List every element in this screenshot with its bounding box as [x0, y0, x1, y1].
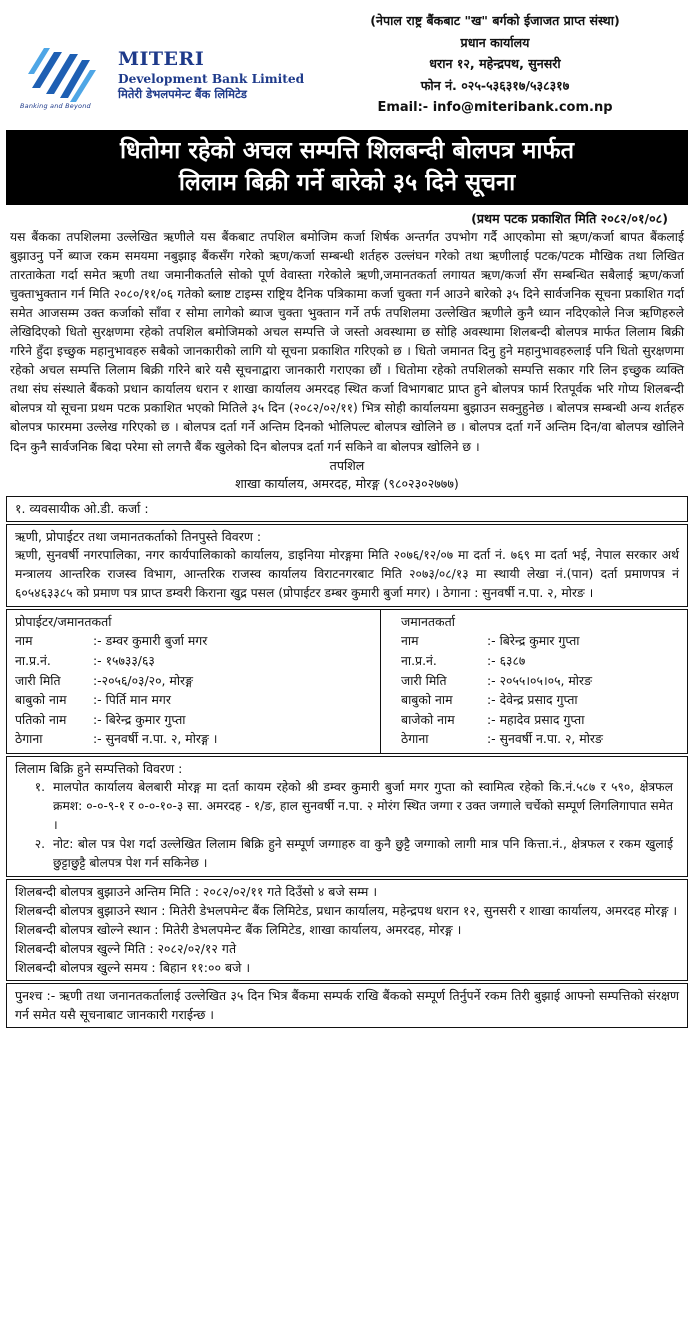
- footnote: पुनश्च :- ऋणी तथा जनानतकर्तालाई उल्लेखित ३५ दिन भित्र बैंकमा सम्पर्क राखि बैंकको सम्पूर्ण तिर्नुपर्ने रकम तिरी बुझाई आफ्नो सम्पत्तिको संरक्षण गर्न समेत यसै सूचनाबाट जानकारी गराईन्छ ।: [15, 988, 679, 1023]
- office-line: प्रधान कार्यालय: [460, 34, 530, 50]
- property-item-text: नोट: बोल पत्र पेश गर्दा उल्लेखित लिलाम बिक्रि हुने सम्पूर्ण जग्गाहरु वा कुनै छुट्टै जग्गाको लागी मात्र पनि कित्ता.नं., क्षेत्रफल र रकम खुलाई छुट्टाछुट्टै बोलपत्र पेश गर्न सकिनेछ ।: [53, 837, 673, 871]
- proprietor-column: [7, 610, 381, 753]
- property-item-text: मालपोत कार्यालय बेलबारी मोरङ्ग मा दर्ता कायम रहेको श्री डम्वर कुमारी बुर्जा मगर गुप्ता को स्वामित्व रहेको कि.नं.५८७ र ५९०, क्षेत्रफल क्रमश: ०-०-९-१ र ०-०-१०-३ सा. अमरदह - १/ङ, हाल सुनवर्षी न.पा. २ मोरंग स्थित जग्गा र उक्त जग्गाले चर्चेको सम्पूर्ण लिगलिगापात समेत ।: [53, 780, 673, 833]
- guarantor-title: जमानतकर्ता: [401, 614, 456, 630]
- phone-line: फोन नं. ०२५-५३६३१७/५३८३१७: [420, 77, 570, 93]
- header: [6, 4, 688, 130]
- property-item-number: २.: [34, 837, 45, 852]
- proprietor-label: नाम: [15, 633, 33, 649]
- guarantor-value: :- ६३८७: [487, 653, 526, 669]
- schedule-open-time: शिलबन्दी बोलपत्र खुल्ने समय : बिहान ११:०० बजे ।: [15, 960, 251, 976]
- property-heading: लिलाम बिक्रि हुने सम्पत्तिको विवरण :: [15, 761, 183, 777]
- guarantor-label: ठेगाना: [401, 731, 429, 747]
- email-line: Email:- info@miteribank.com.np: [377, 99, 613, 115]
- loan-type: १. व्यवसायीक ओ.डी. कर्जा :: [15, 501, 149, 517]
- property-item: [23, 778, 679, 835]
- loan-type-box: [6, 496, 688, 522]
- proprietor-label: ठेगाना: [15, 731, 43, 747]
- guarantor-value: :- महादेव प्रसाद गुप्ता: [487, 711, 585, 727]
- property-list: [15, 778, 679, 873]
- guarantor-label: बाजेको नाम: [401, 711, 455, 727]
- guarantor-value: :- सुनवर्षी न.पा. २, मोरङ: [487, 731, 603, 747]
- branch-line: शाखा कार्यालय, अमरदह, मोरङ्ग (९८०२३०२७७७): [235, 476, 459, 492]
- proprietor-value: :- डम्वर कुमारी बुर्जा मगर: [93, 633, 208, 649]
- proprietor-value: :- बिरेन्द्र कुमार गुप्ता: [93, 711, 186, 727]
- proprietor-label: पतिको नाम: [15, 711, 67, 727]
- proprietor-label: जारी मिति: [15, 672, 61, 688]
- publication-date: (प्रथम पटक प्रकाशित मिति २०८२/०१/०८): [471, 210, 668, 226]
- address-line: धरान १२, महेन्द्रपथ, सुनसरी: [429, 56, 561, 72]
- proprietor-value: :- पिर्ति मान मगर: [93, 692, 171, 708]
- proprietor-value: :- सुनवर्षी न.पा. २, मोरङ्ग ।: [93, 731, 218, 747]
- guarantor-label: जारी मिति: [401, 672, 447, 688]
- parties-box: [6, 609, 688, 754]
- title-line-2: लिलाम बिक्री गर्ने बारेको ३५ दिने सूचना: [178, 168, 516, 197]
- bank-name-sub: Development Bank Limited: [118, 72, 305, 86]
- footnote-box: [6, 983, 688, 1028]
- schedule-open-place: शिलबन्दी बोलपत्र खोल्ने स्थान : मितेरी डेभलपमेन्ट बैंक लिमिटेड, शाखा कार्यालय, अमरदह, मोरङ्ग ।: [15, 922, 462, 938]
- schedule-deadline: शिलबन्दी बोलपत्र बुझाउने अन्तिम मिति : २०८२/०२/११ गते दिउँसो ४ बजे सम्म ।: [15, 884, 378, 900]
- property-item-number: १.: [34, 780, 45, 795]
- property-box: [6, 756, 688, 877]
- bank-logo: [24, 44, 98, 106]
- guarantor-value: :- देवेन्द्र प्रसाद गुप्ता: [487, 692, 578, 708]
- schedule-submit-place: शिलबन्दी बोलपत्र बुझाउने स्थान : मितेरी डेभलपमेन्ट बैंक लिमिटेड, प्रधान कार्यालय, महेन्द्रपथ धरान १२, सुनसरी र शाखा कार्यालय, अमरदह मोरङ्ग ।: [15, 903, 678, 919]
- guarantor-column: [381, 610, 687, 753]
- guarantor-value: :- २०५५।०५।०५, मोरङ: [487, 672, 592, 688]
- proprietor-label: बाबुको नाम: [15, 692, 67, 708]
- proprietor-label: ना.प्र.नं.: [15, 653, 51, 669]
- proprietor-value: :-२०५६/०३/२०, मोरङ्ग: [93, 672, 193, 688]
- title-line-1: धितोमा रहेको अचल सम्पत्ति शिलबन्दी बोलपत्र मार्फत: [120, 136, 574, 164]
- guarantor-value: :- बिरेन्द्र कुमार गुप्ता: [487, 633, 580, 649]
- borrower-heading: ऋणी, प्रोपाईटर तथा जमानतकर्ताको तिनपुस्ते विवरण :: [15, 529, 262, 545]
- guarantor-label: नाम: [401, 633, 419, 649]
- guarantor-label: बाबुको नाम: [401, 692, 453, 708]
- proprietor-title: प्रोपाईटर/जमानतकर्ता: [15, 614, 112, 630]
- bank-name-nepali: मितेरी डेभलपमेन्ट बैंक लिमिटेड: [118, 87, 247, 101]
- schedule-open-date: शिलबन्दी बोलपत्र खुल्ने मिति : २०८२/०२/१२ गते: [15, 941, 237, 957]
- contact-block: [330, 10, 660, 119]
- tapsil-heading: तपशिल: [329, 457, 365, 473]
- guarantor-label: ना.प्र.नं.: [401, 653, 437, 669]
- property-item: [23, 835, 679, 873]
- notice-body: यस बैंकका तपशिलमा उल्लेखित ऋणीले यस बैंकबाट तपशिल बमोजिम कर्जा शिर्षक अन्तर्गत उपभोग गर्दै आएकोमा सो ऋण/कर्जा बापत बैंकलाई बुझाउनु पर्ने ब्याज रकम समयमा नबुझाइ बैंकसँग गरेको ऋण/कर्जा सम्बन्धी शर्तहरु उल्लंघन गरेको तथा ऋणीलाई पटक/पटक मौखिक तथा लिखित तारताकेता गर्दा समेत ऋणी तथा जमानीकर्ताले सोको पूर्ण वेवास्ता गरेकोले ऋणी,जमानतकर्ता लगायत ऋण/कर्जा सँग सम्बन्धित सबैलाई ऋण/कर्जा चुक्ताभुक्तान गर्न मिति २०८०/११/०६ गतेको ब्लाष्ट टाइम्स राष्ट्रिय दैनिक पत्रिकामा कर्जा चुक्ता गर्न आउने बारेको ३५ दिने सार्वजनिक सूचना प्रकाशित गर्दा समेत आजसम्म उक्त कर्जाको साँवा र सोमा लागेको ब्याज चुक्ता भुक्तान गर्ने तर्फ तपशिलमा उल्लेखित ऋणीले कुनै ध्यान नदिएकोले निज ऋणिहरुले लेखिदिएको धितो सुरक्षणमा रहेको तपशिल बमोजिमको अचल सम्पत्ति जे जस्तो अवस्थामा छ सोहि अवस्थामा शिलबन्दी बोलपत्र मार्फत लिलाम बिक्री गरिने हुँदा इच्छुक महानुभावहरु सबैको जानकारीको लागि यो सूचना प्रकाशित गरिएको छ । धितो जमानत दिनु हुने महानुभावहरुलाई पनि धितो सुरक्षणमा रहेको अचल सम्पत्ति लिलाम बिक्री गरिने बारे यसै सूचनाद्वारा जानकारी गराएका छौं । धितोमा रहेको तपशिलको सम्पत्ति सकार गरि लिन इच्छुक व्यक्ति तथा संघ संस्थाले बैंकको प्रधान कार्यालय धरान र शाखा कार्यालय अमरदह स्थित कर्जा विभागबाट प्राप्त हुने बोलपत्र फार्म रितपूर्वक भरि गोप्य शिलबन्दी बोलपत्र यो सूचना प्रथम पटक प्रकाशित भएको मितिले ३५ दिन (२०८२/०२/११) भित्र सोही कार्यालयमा बुझाउन सक्नुहुनेछ । बोलपत्र सम्बन्धी अन्य शर्तहरु बोलपत्र फारममा उल्लेख गरिएको छ । बोलपत्र दर्ता गर्ने अन्तिम दिनको भोलिपल्ट बोलपत्र खोलिने छ । बोलपत्र दर्ता गर्ने अन्तिम दिन/वा बोलपत्र खोलिने दिन कुनै सार्वजनिक बिदा परेमा सो लगत्तै बैंक खुलेको दिन बोलपत्र दर्ता गर्न सकिने वा बोलपत्र खोलिने छ ।: [10, 229, 684, 454]
- schedule-box: [6, 879, 688, 981]
- borrower-text: ऋणी, सुनवर्षी नगरपालिका, नगर कार्यपालिकाको कार्यालय, डाइनिया मोरङ्गमा मिति २०७६/१२/०७ मा दर्ता नं. ७६९ मा दर्ता भई, नेपाल सरकार अर्थ मन्त्रालय आन्तरिक राजस्व विभाग, आन्तरिक राजस्व कार्यालय विराटनगरबाट मिति २०७३/०८/१३ मा स्थायी लेखा नं.(पान) दर्ता प्रमाणपत्र नं ६०५४६३३८५ को प्रमाण पत्र प्राप्त डम्वरी किराना खुद्र पसल (प्रोपाईटर डम्बर कुमारी बुर्जा मगर) । ठेगाना : सुनवर्षी न.पा. २, मोरङ ।: [15, 548, 679, 601]
- license-line: (नेपाल राष्ट्र बैंकबाट "ख" बर्गको ईजाजत प्राप्त संस्था): [370, 13, 620, 28]
- logo-tagline: Banking and Beyond: [20, 102, 91, 110]
- borrower-box: [6, 524, 688, 607]
- bank-name: MITERI: [118, 48, 205, 70]
- proprietor-value: :- १५७३३/६३: [93, 653, 155, 669]
- notice-title-banner: [6, 130, 688, 205]
